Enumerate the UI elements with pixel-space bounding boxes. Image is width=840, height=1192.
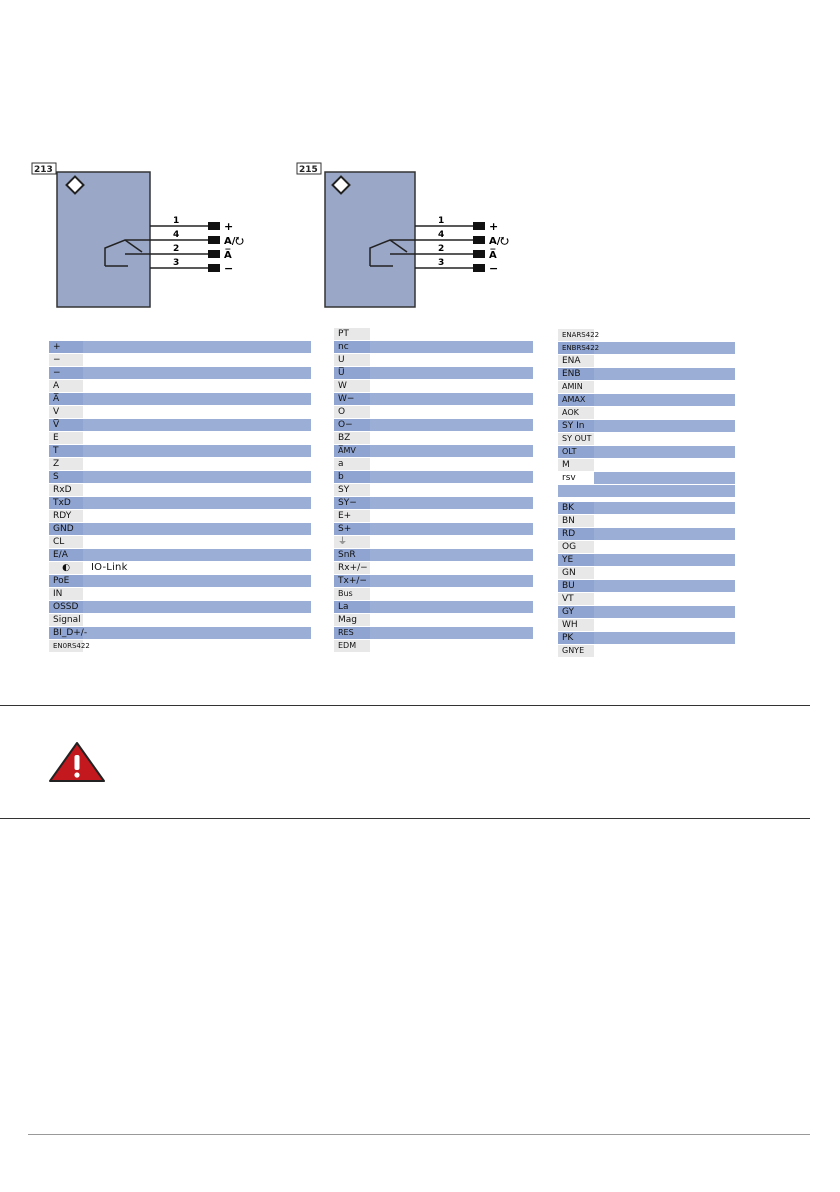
wire-label: A/⭮ xyxy=(489,236,509,247)
wire-num: 4 xyxy=(438,230,445,240)
legend-row: RD xyxy=(558,527,735,540)
legend-row: EDM xyxy=(334,639,533,652)
legend-row: S+ xyxy=(334,522,533,535)
legend-row: − xyxy=(49,353,311,366)
legend-row: V̅ xyxy=(49,418,311,431)
legend-column-1 xyxy=(49,340,311,652)
legend-row: ENB xyxy=(558,367,735,380)
wire-label: − xyxy=(489,262,499,275)
legend-row: OLT xyxy=(558,445,735,458)
legend-row: RDY xyxy=(49,509,311,522)
legend-row: BN xyxy=(558,514,735,527)
legend-row: + xyxy=(49,340,311,353)
legend-column-3 xyxy=(558,328,735,657)
legend-row xyxy=(334,535,533,548)
wire-num: 4 xyxy=(173,230,180,240)
legend-row: A̅MV xyxy=(334,444,533,457)
legend-row: O xyxy=(334,405,533,418)
legend-row: IN xyxy=(49,587,311,600)
legend-row: AOK xyxy=(558,406,735,419)
legend-row: GN xyxy=(558,566,735,579)
io-link-logo: IO-Link xyxy=(91,562,128,573)
legend-row: W− xyxy=(334,392,533,405)
legend-row: T xyxy=(49,444,311,457)
legend-row: a xyxy=(334,457,533,470)
legend-row: OSSD xyxy=(49,600,311,613)
legend-row-io-link xyxy=(49,561,311,574)
legend-row: Signal xyxy=(49,613,311,626)
legend-row: E+ xyxy=(334,509,533,522)
legend-row: E/A xyxy=(49,548,311,561)
legend-row: SY− xyxy=(334,496,533,509)
legend-row: PT xyxy=(334,327,533,340)
legend-row: U xyxy=(334,353,533,366)
legend-row: TxD xyxy=(49,496,311,509)
divider-top xyxy=(0,705,810,706)
legend-row: SnR xyxy=(334,548,533,561)
legend-row: GNYE xyxy=(558,644,735,657)
legend-row: PoE xyxy=(49,574,311,587)
legend-row: A̅ xyxy=(49,392,311,405)
legend-row: SY xyxy=(334,483,533,496)
legend-row: ENBRS422 xyxy=(558,341,735,354)
legend-row: M xyxy=(558,458,735,471)
legend-row: RxD xyxy=(49,483,311,496)
legend-row: OG xyxy=(558,540,735,553)
divider-bottom xyxy=(0,818,810,819)
legend-row: CL xyxy=(49,535,311,548)
wire-label: + xyxy=(489,220,499,233)
legend-row: ENARS422 xyxy=(558,328,735,341)
legend-column-2 xyxy=(334,327,533,652)
legend-row: W xyxy=(334,379,533,392)
wire-label: A̅ xyxy=(489,250,497,261)
diagram-id: 213 xyxy=(34,165,53,175)
legend-row: Z xyxy=(49,457,311,470)
legend-row: BZ xyxy=(334,431,533,444)
wire-num: 1 xyxy=(173,216,180,226)
legend-row: BU xyxy=(558,579,735,592)
legend-row: RES xyxy=(334,626,533,639)
legend-row: SY OUT xyxy=(558,432,735,445)
wire-label: A/⭮ xyxy=(224,236,244,247)
wire-num: 2 xyxy=(438,244,445,254)
wiring-diagram-215 xyxy=(295,162,535,312)
legend-row: YE xyxy=(558,553,735,566)
legend-row: BI_D+/- xyxy=(49,626,311,639)
wire-num: 3 xyxy=(438,258,445,268)
legend-row: V xyxy=(49,405,311,418)
legend-row: WH xyxy=(558,618,735,631)
legend-row: A xyxy=(49,379,311,392)
footer-divider xyxy=(28,1134,810,1135)
legend-row: Mag xyxy=(334,613,533,626)
legend-row: S xyxy=(49,470,311,483)
wire-num: 1 xyxy=(438,216,445,226)
legend-row: Tx+/− xyxy=(334,574,533,587)
warning-icon xyxy=(48,741,106,783)
legend-row: EN0RS422 xyxy=(49,639,311,652)
legend-row: U̅ xyxy=(334,366,533,379)
legend-row xyxy=(558,484,735,501)
legend-row: GY xyxy=(558,605,735,618)
legend-row: nc xyxy=(334,340,533,353)
legend-row: rsv xyxy=(558,471,735,484)
diagram-id: 215 xyxy=(299,165,318,175)
legend-row: VT xyxy=(558,592,735,605)
wire-num: 3 xyxy=(173,258,180,268)
legend-row: AMAX xyxy=(558,393,735,406)
legend-row: AMIN xyxy=(558,380,735,393)
wire-label: A̅ xyxy=(224,250,232,261)
wire-label: + xyxy=(224,220,234,233)
legend-row: GND xyxy=(49,522,311,535)
io-link-icon: ◐ xyxy=(49,562,83,574)
legend-row: O− xyxy=(334,418,533,431)
ground-icon: ⏚ xyxy=(334,536,370,548)
legend-row: Bus xyxy=(334,587,533,600)
wiring-diagram-213 xyxy=(30,162,270,312)
legend-row: PK xyxy=(558,631,735,644)
wire-num: 2 xyxy=(173,244,180,254)
legend-row: − xyxy=(49,366,311,379)
legend-row: ENA xyxy=(558,354,735,367)
legend-row: BK xyxy=(558,501,735,514)
legend-row: La xyxy=(334,600,533,613)
legend-row: Rx+/− xyxy=(334,561,533,574)
legend-row: b xyxy=(334,470,533,483)
legend-row: SY In xyxy=(558,419,735,432)
wire-label: − xyxy=(224,262,234,275)
legend-row: E xyxy=(49,431,311,444)
